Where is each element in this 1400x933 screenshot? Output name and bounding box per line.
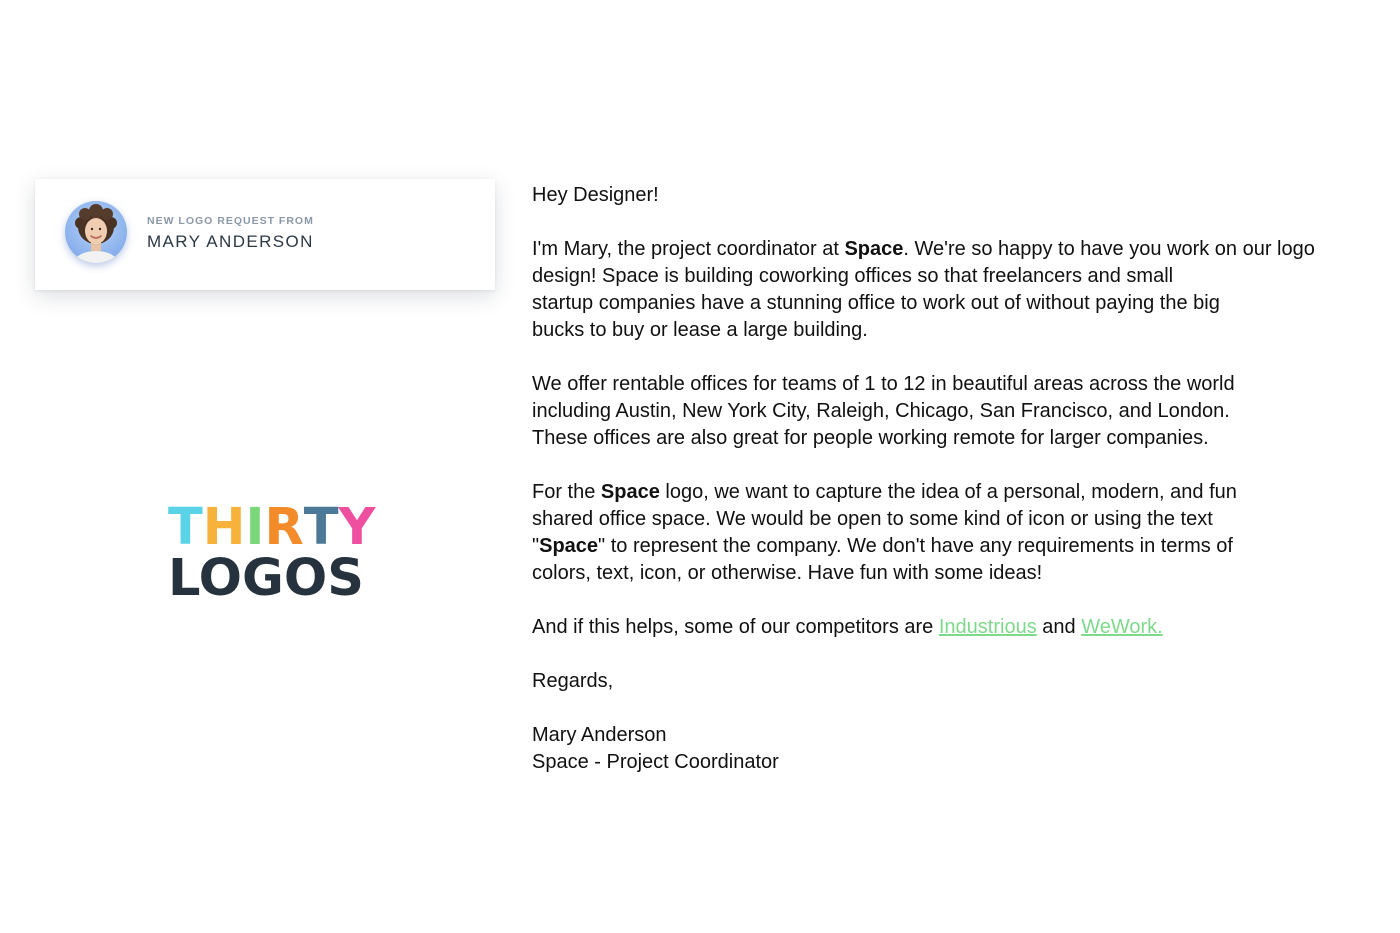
- avatar: [65, 201, 127, 263]
- request-letter: [532, 182, 1372, 776]
- brand-letter: Y: [338, 498, 376, 557]
- letter-line: design! Space is building coworking offices so that freelancers and small: [532, 265, 1174, 287]
- signature-title: Space - Project Coordinator: [532, 751, 779, 773]
- brand-letter: H: [202, 498, 246, 557]
- letter-line: colors, text, icon, or otherwise. Have fun with some ideas!: [532, 562, 1043, 584]
- letter-paragraph-logo-brief: [532, 479, 1372, 587]
- text-segment: And if this helps, some of our competitors are: [532, 616, 939, 638]
- company-name: Space: [539, 535, 599, 557]
- letter-paragraph-competitors: [532, 614, 1372, 641]
- brand-line-thirty: [168, 498, 376, 557]
- text-segment: and: [1036, 616, 1082, 638]
- brand-line-logos: LOGOS: [168, 549, 364, 608]
- text-segment: I'm Mary, the project coordinator at: [532, 238, 845, 260]
- signature-name: Mary Anderson: [532, 724, 667, 746]
- letter-greeting: Hey Designer!: [532, 184, 659, 206]
- letter-line: [532, 533, 1372, 560]
- company-name: Space: [600, 481, 660, 503]
- brand-letter: R: [264, 498, 304, 557]
- text-segment: . We're so happy to have you work on our logo: [903, 238, 1315, 260]
- brand-letter: I: [245, 498, 265, 557]
- letter-closing: Regards,: [532, 670, 614, 692]
- text-segment: For the: [532, 481, 601, 503]
- letter-line: including Austin, New York City, Raleigh, Chicago, San Francisco, and London.: [532, 400, 1230, 422]
- competitor-link-industrious[interactable]: Industrious: [938, 616, 1037, 638]
- logo-request-card: [35, 179, 495, 290]
- competitor-link-wework[interactable]: WeWork.: [1081, 616, 1163, 638]
- avatar-photo-icon: [65, 201, 127, 263]
- letter-line: [532, 236, 1372, 263]
- requester-name: MARY ANDERSON: [147, 232, 314, 251]
- brand-letter: T: [168, 498, 203, 557]
- letter-signature: [532, 722, 1372, 776]
- brand-letter: T: [303, 498, 339, 557]
- company-name: Space: [844, 238, 904, 260]
- letter-line: startup companies have a stunning office to work out of without paying the big: [532, 292, 1220, 314]
- thirty-logos-logo: [168, 498, 376, 608]
- letter-line: shared office space. We would be open to some kind of icon or using the text: [532, 508, 1213, 530]
- letter-line: bucks to buy or lease a large building.: [532, 319, 868, 341]
- letter-line: [532, 479, 1372, 506]
- text-segment: ": [532, 535, 540, 557]
- letter-paragraph-intro: [532, 236, 1372, 344]
- letter-line: We offer rentable offices for teams of 1 to 12 in beautiful areas across the world: [532, 373, 1235, 395]
- letter-line: These offices are also great for people working remote for larger companies.: [532, 427, 1209, 449]
- request-label: NEW LOGO REQUEST FROM: [147, 215, 314, 227]
- text-segment: logo, we want to capture the idea of a personal, modern, and fun: [659, 481, 1237, 503]
- text-segment: " to represent the company. We don't have any requirements in terms of: [598, 535, 1233, 557]
- letter-paragraph-offices: [532, 371, 1372, 452]
